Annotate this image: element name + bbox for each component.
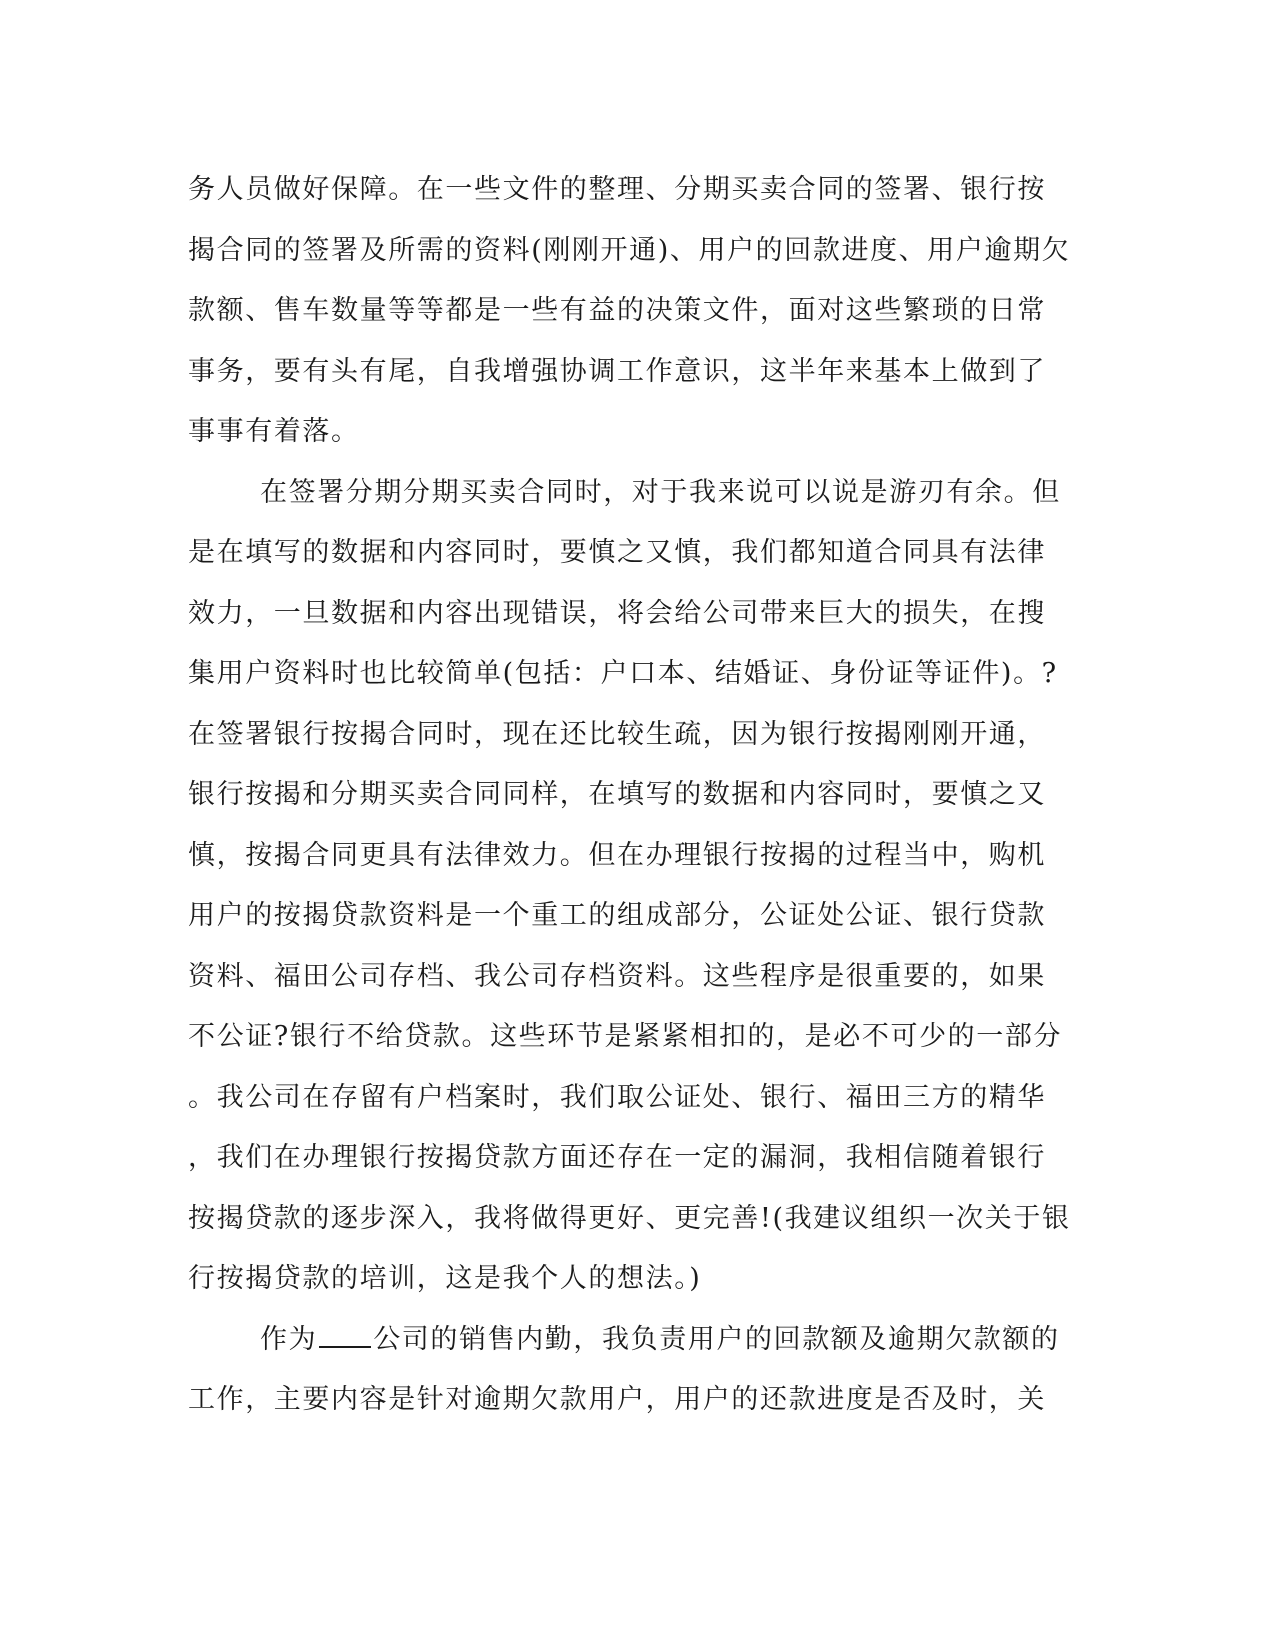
text-line-with-blank <box>188 1310 1068 1371</box>
fill-in-blank <box>319 1324 371 1348</box>
text-line: 揭合同的签署及所需的资料(刚刚开通)、用户的回款进度、用户逾期欠 <box>188 234 1071 266</box>
paragraph-2 <box>188 463 1071 1310</box>
document-body <box>188 160 1071 1431</box>
text-line: 。我公司在存留有户档案时，我们取公证处、银行、福田三方的精华 <box>188 1081 1046 1113</box>
text-line: 不公证?银行不给贷款。这些环节是紧紧相扣的，是必不可少的一部分 <box>188 1021 1063 1052</box>
text-line: 是在填写的数据和内容同时，要慎之又慎，我们都知道合同具有法律 <box>188 537 1046 568</box>
text-line: 在签署银行按揭合同时，现在还比较生疏，因为银行按揭刚刚开通， <box>188 718 1046 750</box>
text-line: 资料、福田公司存档、我公司存档资料。这些程序是很重要的，如果 <box>188 960 1046 992</box>
text-line: 行按揭贷款的培训，这是我个人的想法。) <box>188 1263 702 1294</box>
text-segment: 作为 <box>260 1323 318 1355</box>
paragraph-3 <box>188 1310 1068 1431</box>
text-line: 慎，按揭合同更具有法律效力。但在办理银行按揭的过程当中，购机 <box>188 839 1046 871</box>
text-line: 事务，要有头有尾，自我增强协调工作意识，这半年来基本上做到了 <box>188 355 1046 387</box>
text-line: 务人员做好保障。在一些文件的整理、分期买卖合同的签署、银行按 <box>188 174 1046 205</box>
text-line: 按揭贷款的逐步深入，我将做得更好、更完善!(我建议组织一次关于银 <box>188 1202 1071 1234</box>
text-segment: 公司的销售内勤，我负责用户的回款额及逾期欠款额的 <box>373 1323 1060 1355</box>
text-line: 效力，一旦数据和内容出现错误，将会给公司带来巨大的损失，在搜 <box>188 597 1046 629</box>
text-line: 用户的按揭贷款资料是一个重工的组成部分，公证处公证、银行贷款 <box>188 900 1046 931</box>
text-line: 工作，主要内容是针对逾期欠款用户，用户的还款进度是否及时，关 <box>188 1384 1046 1415</box>
text-line: 款额、售车数量等等都是一些有益的决策文件，面对这些繁琐的日常 <box>188 295 1046 326</box>
text-line: 银行按揭和分期买卖合同同样，在填写的数据和内容同时，要慎之又 <box>188 779 1046 810</box>
text-line: 事事有着落。 <box>188 416 360 447</box>
text-line: 集用户资料时也比较简单(包括：户口本、结婚证、身份证等证件)。? <box>188 658 1058 689</box>
text-line: ，我们在办理银行按揭贷款方面还存在一定的漏洞，我相信随着银行 <box>188 1142 1046 1173</box>
text-line: 在签署分期分期买卖合同时，对于我来说可以说是游刃有余。但 <box>260 476 1061 508</box>
paragraph-1 <box>188 160 1071 463</box>
